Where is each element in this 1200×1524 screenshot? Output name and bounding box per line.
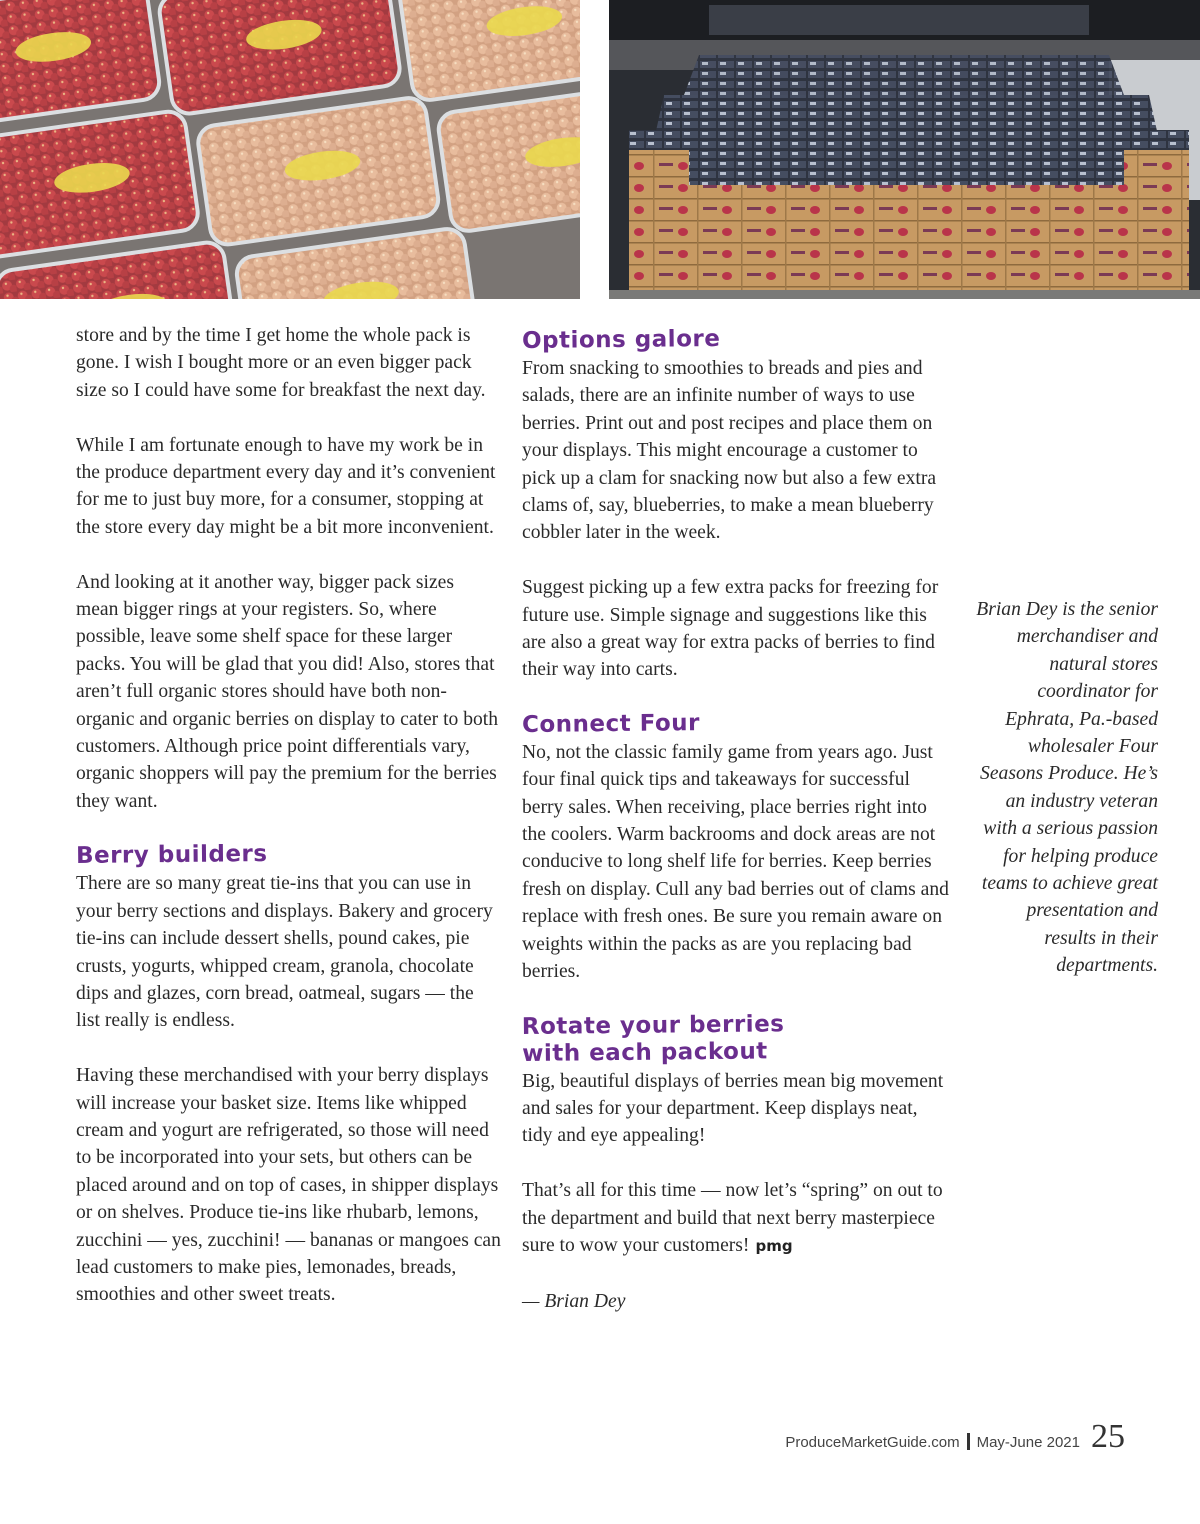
paragraph: store and by the time I get home the whole pack is gone. I wish I bought more or an even bigger pack size so I could have some for breakfast the next day. xyxy=(76,325,486,401)
heading-options-galore: Options galore xyxy=(521,325,721,354)
paragraph: Big, beautiful displays of berries mean big movement and sales for your department. Keep displays neat, tidy and eye appealing! xyxy=(522,1070,944,1147)
heading-connect-four: Connect Four xyxy=(521,709,701,738)
heading-rotate-berries xyxy=(522,1009,953,1067)
berry-display-photo xyxy=(609,0,1200,299)
footer-date: May-June 2021 xyxy=(976,1434,1080,1451)
paragraph: Suggest picking up a few extra packs for freezing for future use. Simple signage and suggestions like this are also a great way for extra packs of berries to find their way into carts. xyxy=(522,577,939,681)
paragraph xyxy=(522,1177,952,1260)
page-number: 25 xyxy=(1091,1418,1125,1455)
footer-divider xyxy=(967,1433,970,1450)
byline: — Brian Dey xyxy=(522,1290,626,1312)
paragraph: And looking at it another way, bigger pack sizes mean bigger rings at your registers. So, where possible, leave some shelf space for these larger packs. You will be glad that you did! Also, stores that aren’t full organic stores should have both non-organic and organic berries on display to cater to both customers. Although price point differentials vary, organic shoppers will pay the premium for the berries they want. xyxy=(76,571,499,812)
paragraph-text: That’s all for this time — now let’s “spring” on out to the department and build that next berry masterpiece sure to wow your customers! xyxy=(522,1180,943,1256)
paragraph: There are so many great tie-ins that you can use in your berry sections and displays. Bakery and grocery tie-ins can include dessert shells, pound cakes, pie crusts, yogurts, whipped cream, granola, chocolate dips and glazes, corn bread, oatmeal, sugars — the list really is endless. xyxy=(76,873,493,1032)
strawberry-clamshells-photo xyxy=(0,0,580,299)
heading-line: Rotate your berries xyxy=(521,1010,785,1040)
paragraph: Having these merchandised with your berry displays will increase your basket size. Items like whipped cream and yogurt are refrigerated, so those will need to be incorporated into your sets, but others can be placed around and on top of cases, in shipper displays or on shelves. Produce tie-ins like rhubarb, lemons, zucchini — yes, zucchini! — bananas or mangoes can lead customers to make pies, lemonades, breads, smoothies and other sweet treats. xyxy=(76,1065,501,1306)
paragraph: No, not the classic family game from years ago. Just four final quick tips and takeaways for successful berry sales. When receiving, place berries right into the coolers. Warm backrooms and dock areas are not conducive to long shelf life for berries. Keep berries fresh on display. Cull any bad berries out of clams and replace with fresh ones. Be sure you remain aware on weights within the packs as are you replacing bad berries. xyxy=(522,741,949,983)
author-bio: Brian Dey is the senior merchandiser and natural stores coordinator for Ephrata, Pa.-based wholesaler Four Seasons Produce. He’s an industry veteran with a serious passion for helping produce teams to achieve great presentation and results in their departments. xyxy=(976,599,1158,977)
paragraph: While I am fortunate enough to have my work be in the produce department every day and it’s convenient for me to just buy more, for a consumer, stopping at the store every day might be a bit more inconvenient. xyxy=(76,434,496,538)
heading-line: with each packout xyxy=(522,1037,768,1067)
footer-site: ProduceMarketGuide.com xyxy=(785,1434,960,1451)
paragraph: From snacking to smoothies to breads and pies and salads, there are an infinite number of ways to use berries. Print out and post recipes and place them on your displays. This might encourage a customer to pick up a clam for snacking now but also a few extra clams of, say, blueberries, to make a mean blueberry cobbler later in the week. xyxy=(522,358,937,544)
page-footer xyxy=(720,1418,1125,1458)
left-column xyxy=(76,322,501,1309)
heading-berry-builders: Berry builders xyxy=(75,841,268,870)
middle-column xyxy=(521,325,952,1315)
end-mark: pmg xyxy=(755,1236,793,1255)
